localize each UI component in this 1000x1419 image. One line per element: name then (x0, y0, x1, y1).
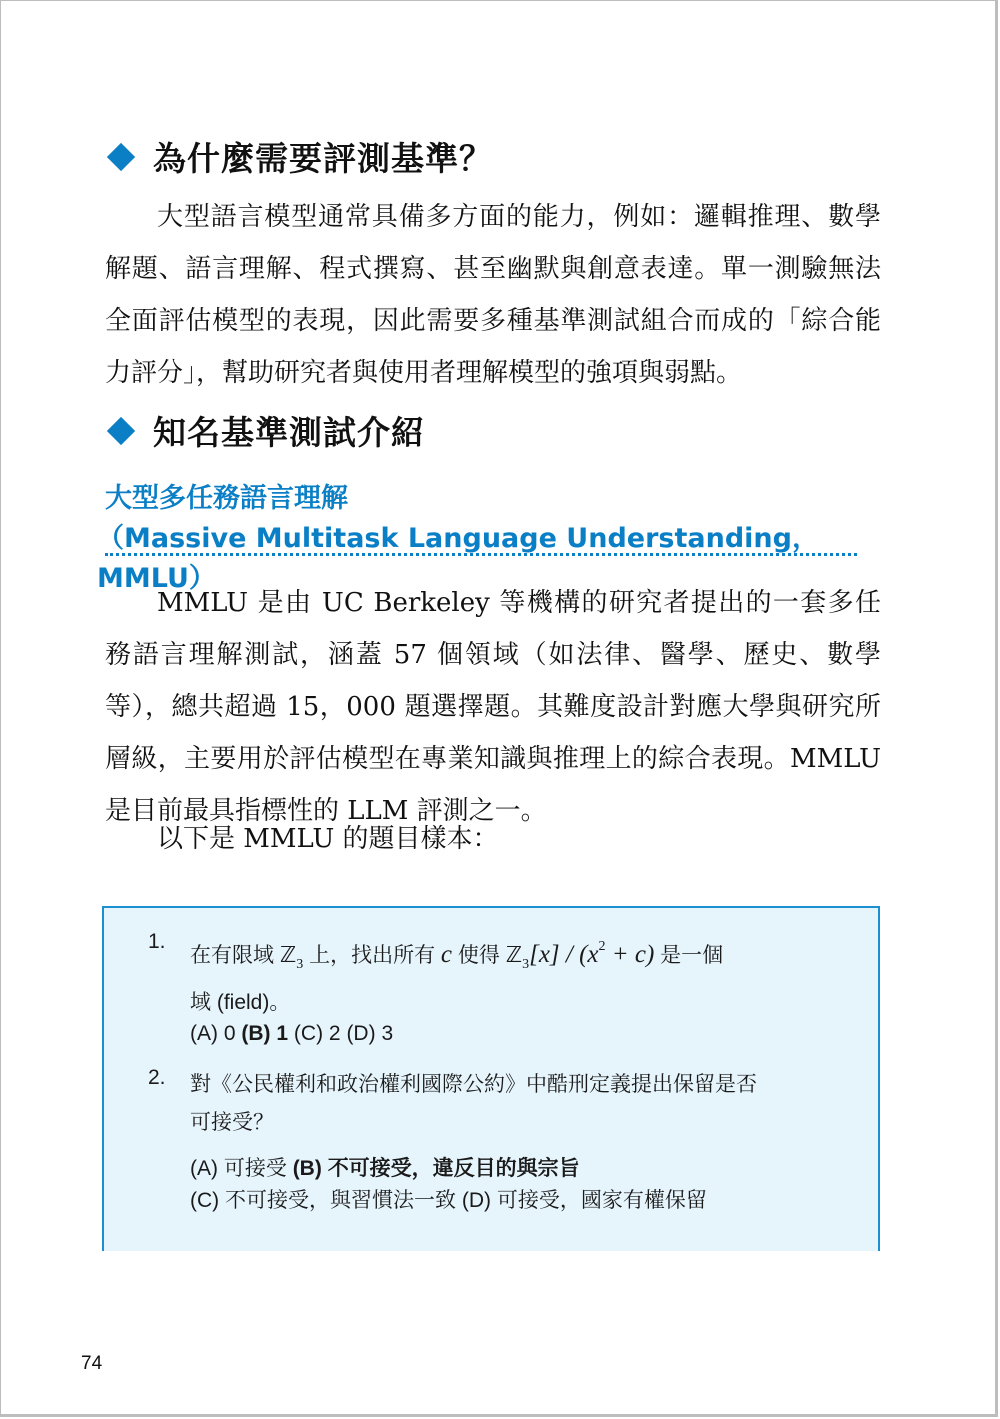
section-heading-why-benchmarks (105, 133, 493, 180)
question-number: 1. (148, 930, 166, 953)
math-variable-c: c (440, 941, 453, 968)
question-1-options: (A) 0 (B) 1 (C) 2 (D) 3 (190, 1022, 394, 1045)
correct-option: (B) 不可接受，違反目的與宗旨 (292, 1157, 580, 1180)
subsection-title-line2: （Massive Multitask Language Understanding，MMLU） (97, 523, 819, 594)
paragraph-mmlu-description: MMLU 是由 UC Berkeley 等機構的研究者提出的一套多任務語言理解測試，涵蓋 57 個領域（如法律、醫學、歷史、數學等），總共超過 15，000 題選擇題。其難度設計對應大學與研究所層級，主要用於評估模型在專業知識與推理上的綜合表現。MMLU 是目前最具指標性的 LLM 評測之一。 (105, 588, 881, 826)
section-heading-known-benchmarks (105, 407, 425, 454)
question-number: 2. (148, 1066, 166, 1089)
dotted-divider (105, 553, 857, 556)
sample-questions-box (102, 906, 880, 1251)
math-field-z: ℤ (279, 943, 297, 968)
question-2-options: (A) 可接受 (B) 不可接受，違反目的與宗旨 (C) 不可接受，與習慣法一致 (D) 可接受，國家有權保留 (190, 1157, 707, 1212)
heading-text: 知名基準測試介紹 (153, 413, 425, 452)
sample-intro: 以下是 MMLU 的題目樣本： (157, 824, 499, 854)
paragraph-why-benchmarks: 大型語言模型通常具備多方面的能力，例如：邏輯推理、數學解題、語言理解、程式撰寫、甚至幽默與創意表達。單一測驗無法全面評估模型的表現，因此需要多種基準測試組合而成的「綜合能力評分」，幫助研究者與使用者理解模型的強項與弱點。 (105, 202, 881, 388)
heading-text: 為什麼需要評測基準？ (153, 139, 493, 178)
question-text: 在有限域 ℤ$_3$ 上，找出所有 c 使得 ℤ$_3$[x] / $(x^2 + c)$ 是一個 域 (field)。 (190, 939, 724, 1014)
diamond-bullet-icon (107, 416, 135, 444)
correct-option: (B) 1 (241, 1022, 289, 1045)
page-number: 74 (81, 1353, 103, 1374)
math-ring-z: ℤ (505, 943, 523, 968)
diamond-bullet-icon (107, 142, 135, 170)
subsection-title-line1: 大型多任務語言理解 (105, 483, 348, 514)
question-text: 對《公民權利和政治權利國際公約》中酷刑定義提出保留是否 可接受？ (190, 1073, 757, 1134)
math-expression: [x] / (x (529, 941, 599, 968)
question-line2: 域 (field)。 (190, 991, 291, 1014)
